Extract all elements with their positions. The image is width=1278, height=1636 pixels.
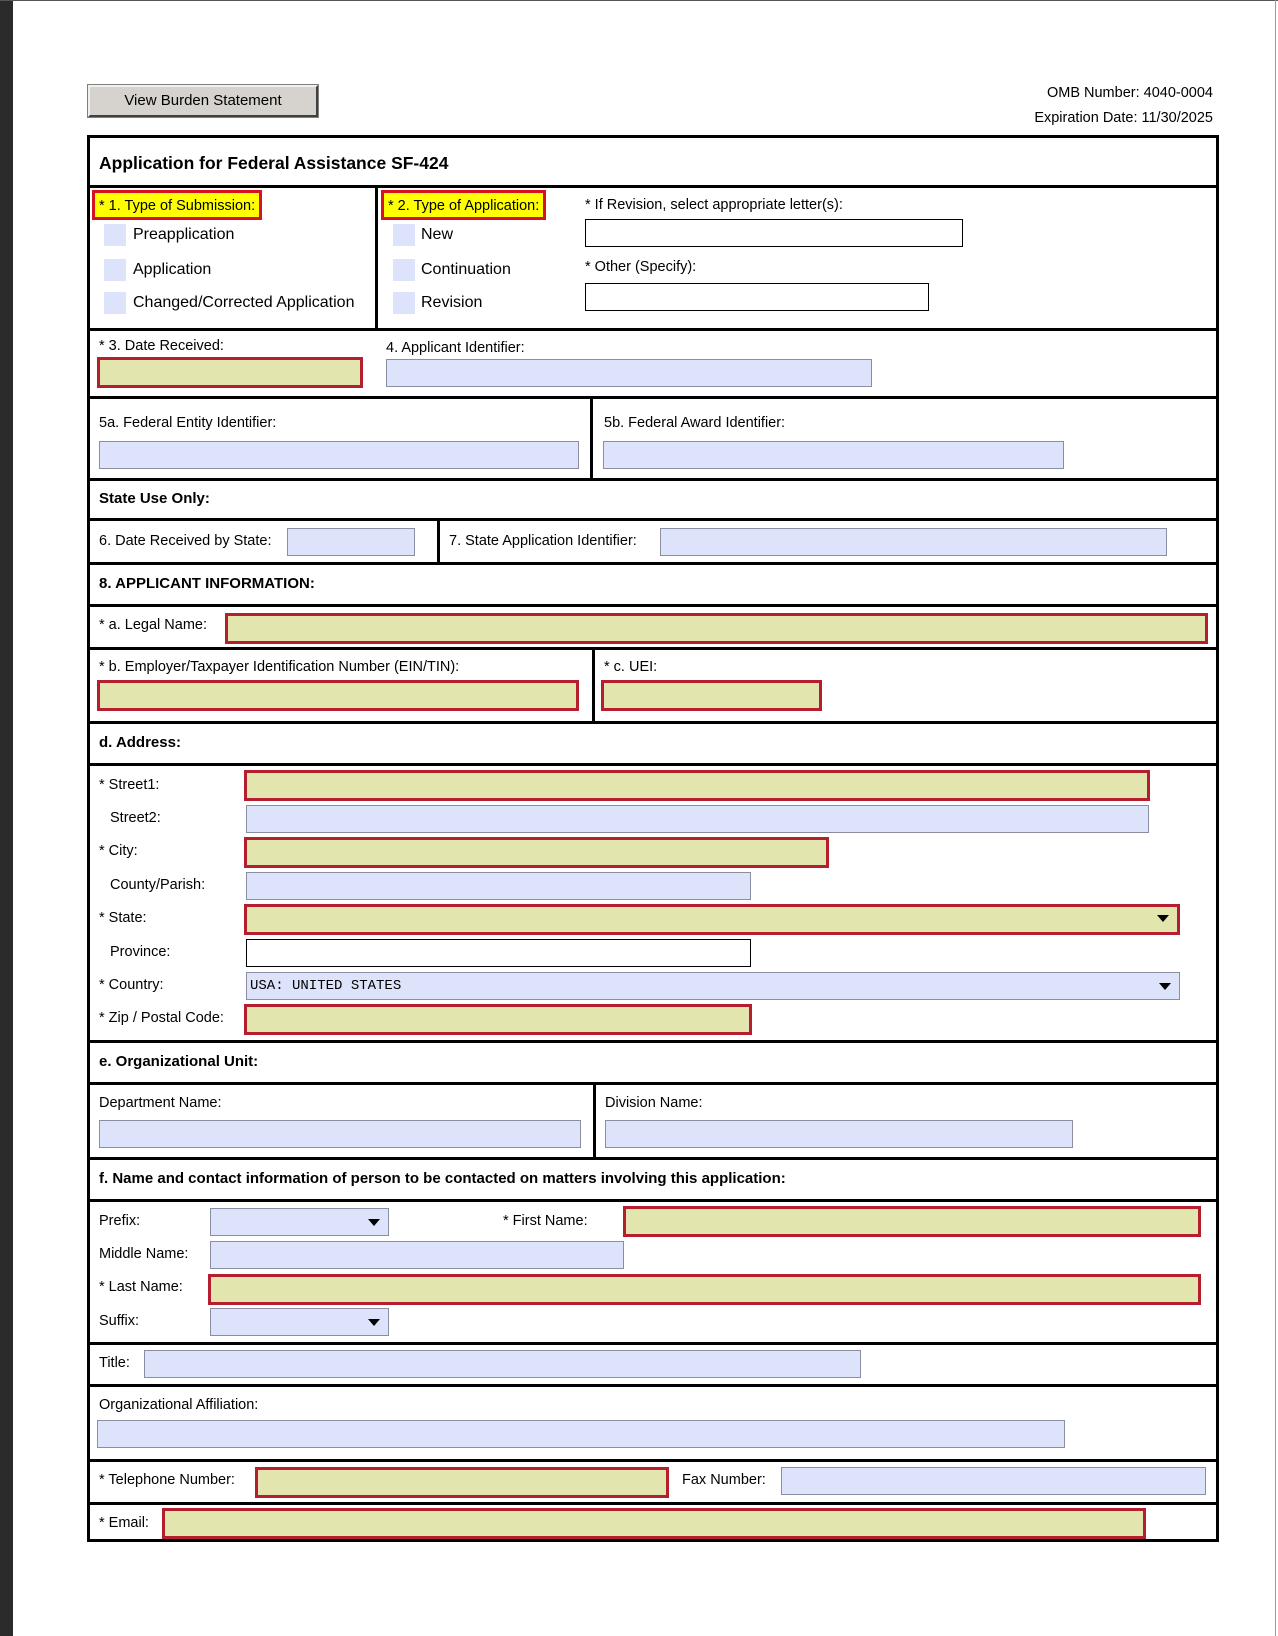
prefix-select[interactable]: [210, 1208, 389, 1236]
state-label: * State:: [99, 910, 147, 926]
checkbox-changed-corrected[interactable]: [104, 292, 126, 314]
ein-input[interactable]: [97, 680, 579, 711]
first-name-input[interactable]: [623, 1206, 1201, 1237]
division-name-input[interactable]: [605, 1120, 1073, 1148]
divider: [87, 396, 1219, 399]
divider: [87, 1040, 1219, 1043]
uei-label: * c. UEI:: [604, 659, 658, 675]
divider: [375, 185, 378, 328]
street1-label: * Street1:: [99, 777, 160, 793]
divider: [87, 604, 1219, 607]
title-label: Title:: [99, 1355, 130, 1371]
checkbox-preapplication[interactable]: [104, 224, 126, 246]
viewer-right-edge: [1275, 0, 1276, 1636]
legal-name-input[interactable]: [225, 613, 1208, 644]
city-label: * City:: [99, 843, 138, 859]
divider: [87, 185, 1219, 188]
ein-label: * b. Employer/Taxpayer Identification Number (EIN/TIN):: [99, 659, 460, 675]
divider: [87, 647, 1219, 650]
option-revision: Revision: [421, 294, 483, 311]
checkbox-new[interactable]: [393, 224, 415, 246]
address-heading: d. Address:: [99, 734, 181, 751]
city-input[interactable]: [244, 837, 829, 868]
county-parish-input[interactable]: [246, 872, 751, 900]
view-burden-statement-button[interactable]: View Burden Statement: [88, 85, 318, 117]
divider: [87, 1157, 1219, 1160]
title-input[interactable]: [144, 1350, 861, 1378]
department-name-label: Department Name:: [99, 1095, 222, 1111]
suffix-label: Suffix:: [99, 1313, 140, 1329]
type-of-application-label: * 2. Type of Application:: [381, 190, 546, 220]
last-name-input[interactable]: [208, 1274, 1201, 1305]
email-label: * Email:: [99, 1515, 149, 1531]
first-name-label: * First Name:: [503, 1213, 588, 1229]
fax-number-input[interactable]: [781, 1467, 1206, 1495]
applicant-identifier-input[interactable]: [386, 359, 872, 387]
divider: [87, 763, 1219, 766]
checkbox-application[interactable]: [104, 259, 126, 281]
country-selected-value: USA: UNITED STATES: [250, 978, 402, 994]
country-label: * Country:: [99, 977, 164, 993]
division-name-label: Division Name:: [605, 1095, 703, 1111]
country-select[interactable]: [246, 972, 1180, 1000]
applicant-identifier-label: 4. Applicant Identifier:: [386, 340, 525, 356]
divider: [590, 396, 593, 480]
organizational-affiliation-input[interactable]: [97, 1420, 1065, 1448]
organizational-unit-heading: e. Organizational Unit:: [99, 1053, 259, 1070]
chevron-down-icon: [1157, 915, 1169, 922]
middle-name-label: Middle Name:: [99, 1246, 189, 1262]
revision-letters-label: * If Revision, select appropriate letter(s):: [585, 197, 843, 213]
divider: [437, 518, 440, 563]
option-changed-corrected: Changed/Corrected Application: [133, 294, 355, 311]
fax-number-label: Fax Number:: [682, 1472, 766, 1488]
divider: [87, 518, 1219, 521]
federal-entity-identifier-input[interactable]: [99, 441, 579, 469]
option-continuation: Continuation: [421, 261, 511, 278]
middle-name-input[interactable]: [210, 1241, 624, 1269]
prefix-label: Prefix:: [99, 1213, 141, 1229]
date-received-input[interactable]: [97, 357, 363, 388]
zip-postal-code-label: * Zip / Postal Code:: [99, 1010, 224, 1026]
province-label: Province:: [110, 944, 171, 960]
suffix-select[interactable]: [210, 1308, 389, 1336]
chevron-down-icon: [368, 1319, 380, 1326]
option-application: Application: [133, 261, 212, 278]
organizational-affiliation-label: Organizational Affiliation:: [99, 1397, 259, 1413]
checkbox-revision[interactable]: [393, 292, 415, 314]
state-select[interactable]: [244, 904, 1180, 935]
state-application-identifier-input[interactable]: [660, 528, 1167, 556]
federal-award-identifier-input[interactable]: [603, 441, 1064, 469]
legal-name-label: * a. Legal Name:: [99, 617, 208, 633]
other-specify-input[interactable]: [585, 283, 929, 311]
divider: [87, 1342, 1219, 1345]
divider: [87, 721, 1219, 724]
state-application-identifier-label: 7. State Application Identifier:: [449, 533, 637, 549]
date-received-by-state-label: 6. Date Received by State:: [99, 533, 272, 549]
option-preapplication: Preapplication: [133, 226, 235, 243]
omb-number: OMB Number: 4040-0004: [1046, 85, 1213, 101]
divider: [87, 1082, 1219, 1085]
expiration-date: Expiration Date: 11/30/2025: [1034, 110, 1213, 126]
telephone-number-label: * Telephone Number:: [99, 1472, 235, 1488]
department-name-input[interactable]: [99, 1120, 581, 1148]
viewer-top-edge: [0, 0, 1278, 1]
option-new: New: [421, 226, 454, 243]
divider: [87, 1384, 1219, 1387]
checkbox-continuation[interactable]: [393, 259, 415, 281]
street2-input[interactable]: [246, 805, 1149, 833]
uei-input[interactable]: [601, 680, 822, 711]
date-received-label: * 3. Date Received:: [99, 338, 224, 354]
province-input[interactable]: [246, 939, 751, 967]
county-parish-label: County/Parish:: [110, 877, 206, 893]
divider: [87, 1459, 1219, 1462]
last-name-label: * Last Name:: [99, 1279, 183, 1295]
divider: [87, 1502, 1219, 1505]
revision-letters-input[interactable]: [585, 219, 963, 247]
email-input[interactable]: [162, 1508, 1146, 1539]
street1-input[interactable]: [244, 770, 1150, 801]
street2-label: Street2:: [110, 810, 161, 826]
divider: [593, 1082, 596, 1158]
date-received-by-state-input[interactable]: [287, 528, 415, 556]
federal-award-identifier-label: 5b. Federal Award Identifier:: [604, 415, 786, 431]
form-title: Application for Federal Assistance SF-424: [99, 153, 449, 173]
chevron-down-icon: [368, 1219, 380, 1226]
divider: [87, 1199, 1219, 1202]
federal-entity-identifier-label: 5a. Federal Entity Identifier:: [99, 415, 277, 431]
chevron-down-icon: [1159, 983, 1171, 990]
divider: [87, 478, 1219, 481]
divider: [87, 562, 1219, 565]
state-use-only-heading: State Use Only:: [99, 490, 210, 507]
applicant-information-heading: 8. APPLICANT INFORMATION:: [99, 575, 315, 592]
type-of-submission-label: * 1. Type of Submission:: [92, 190, 262, 220]
zip-postal-code-input[interactable]: [244, 1004, 752, 1035]
telephone-number-input[interactable]: [255, 1467, 669, 1498]
viewer-left-bar: [0, 0, 13, 1636]
divider: [592, 647, 595, 723]
contact-heading: f. Name and contact information of person to be contacted on matters involving this application:: [99, 1170, 786, 1187]
divider: [87, 328, 1219, 331]
other-specify-label: * Other (Specify):: [585, 259, 697, 275]
